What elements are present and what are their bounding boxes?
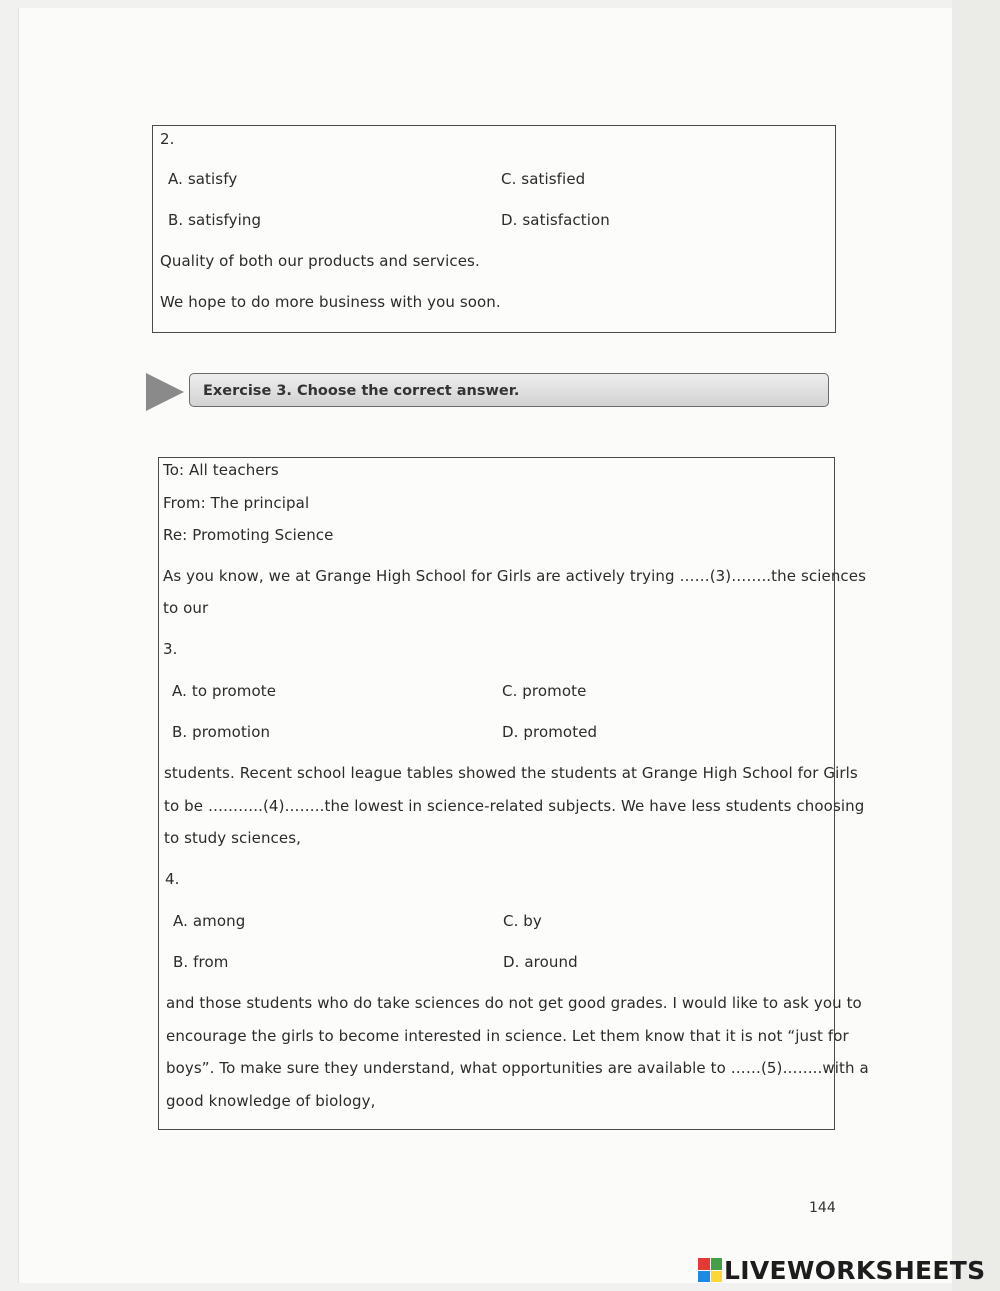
question-4-number: 4.: [165, 870, 180, 888]
memo-paragraph-1-line-1: As you know, we at Grange High School for Girls are actively trying ……(3)……..the sciences: [163, 567, 867, 585]
memo-from: From: The principal: [163, 494, 310, 512]
question-4-option-d[interactable]: D. around: [503, 953, 578, 971]
question-3-option-a[interactable]: A. to promote: [172, 682, 277, 700]
question-3-number: 3.: [163, 640, 178, 658]
memo-paragraph-2-line-1: students. Recent school league tables showed the students at Grange High School for Girls: [164, 764, 858, 782]
question-4-option-c[interactable]: C. by: [503, 912, 542, 930]
question-2-option-d[interactable]: D. satisfaction: [501, 211, 610, 229]
question-4-option-a[interactable]: A. among: [173, 912, 246, 930]
question-3-option-d[interactable]: D. promoted: [502, 723, 598, 741]
exercise-arrow-icon: [146, 373, 184, 411]
liveworksheets-brand-name: LIVEWORKSHEETS: [724, 1255, 986, 1285]
exercise-title: Exercise 3. Choose the correct answer.: [203, 383, 520, 399]
page-number: 144: [809, 1200, 836, 1216]
question-2-text-line-1: Quality of both our products and services.: [160, 252, 480, 270]
question-2-option-b[interactable]: B. satisfying: [168, 211, 262, 229]
question-2-option-a[interactable]: A. satisfy: [168, 170, 238, 188]
memo-re: Re: Promoting Science: [163, 526, 334, 544]
question-3-option-b[interactable]: B. promotion: [172, 723, 271, 741]
memo-paragraph-1-line-2: to our: [163, 599, 209, 617]
scan-edge: [952, 0, 1000, 1291]
memo-paragraph-2-line-3: to study sciences,: [164, 829, 302, 847]
memo-paragraph-2-line-2: to be ………..(4)……..the lowest in science-related subjects. We have less students choosing: [164, 797, 865, 815]
question-3-option-c[interactable]: C. promote: [502, 682, 587, 700]
question-4-option-b[interactable]: B. from: [173, 953, 229, 971]
question-2-text-line-2: We hope to do more business with you soon.: [160, 293, 501, 311]
question-2-option-c[interactable]: C. satisfied: [501, 170, 586, 188]
liveworksheets-logo: [698, 1255, 985, 1285]
memo-paragraph-3-line-3: boys”. To make sure they understand, what opportunities are available to ……(5)……..with a: [166, 1059, 869, 1077]
memo-to: To: All teachers: [163, 461, 279, 479]
liveworksheets-logo-icon: [698, 1258, 722, 1282]
memo-paragraph-3-line-4: good knowledge of biology,: [166, 1092, 376, 1110]
memo-paragraph-3-line-1: and those students who do take sciences do not get good grades. I would like to ask you to: [166, 994, 862, 1012]
memo-paragraph-3-line-2: encourage the girls to become interested in science. Let them know that it is not “just for: [166, 1027, 849, 1045]
exercise-header: [189, 373, 829, 407]
question-2-number: 2.: [160, 130, 175, 148]
